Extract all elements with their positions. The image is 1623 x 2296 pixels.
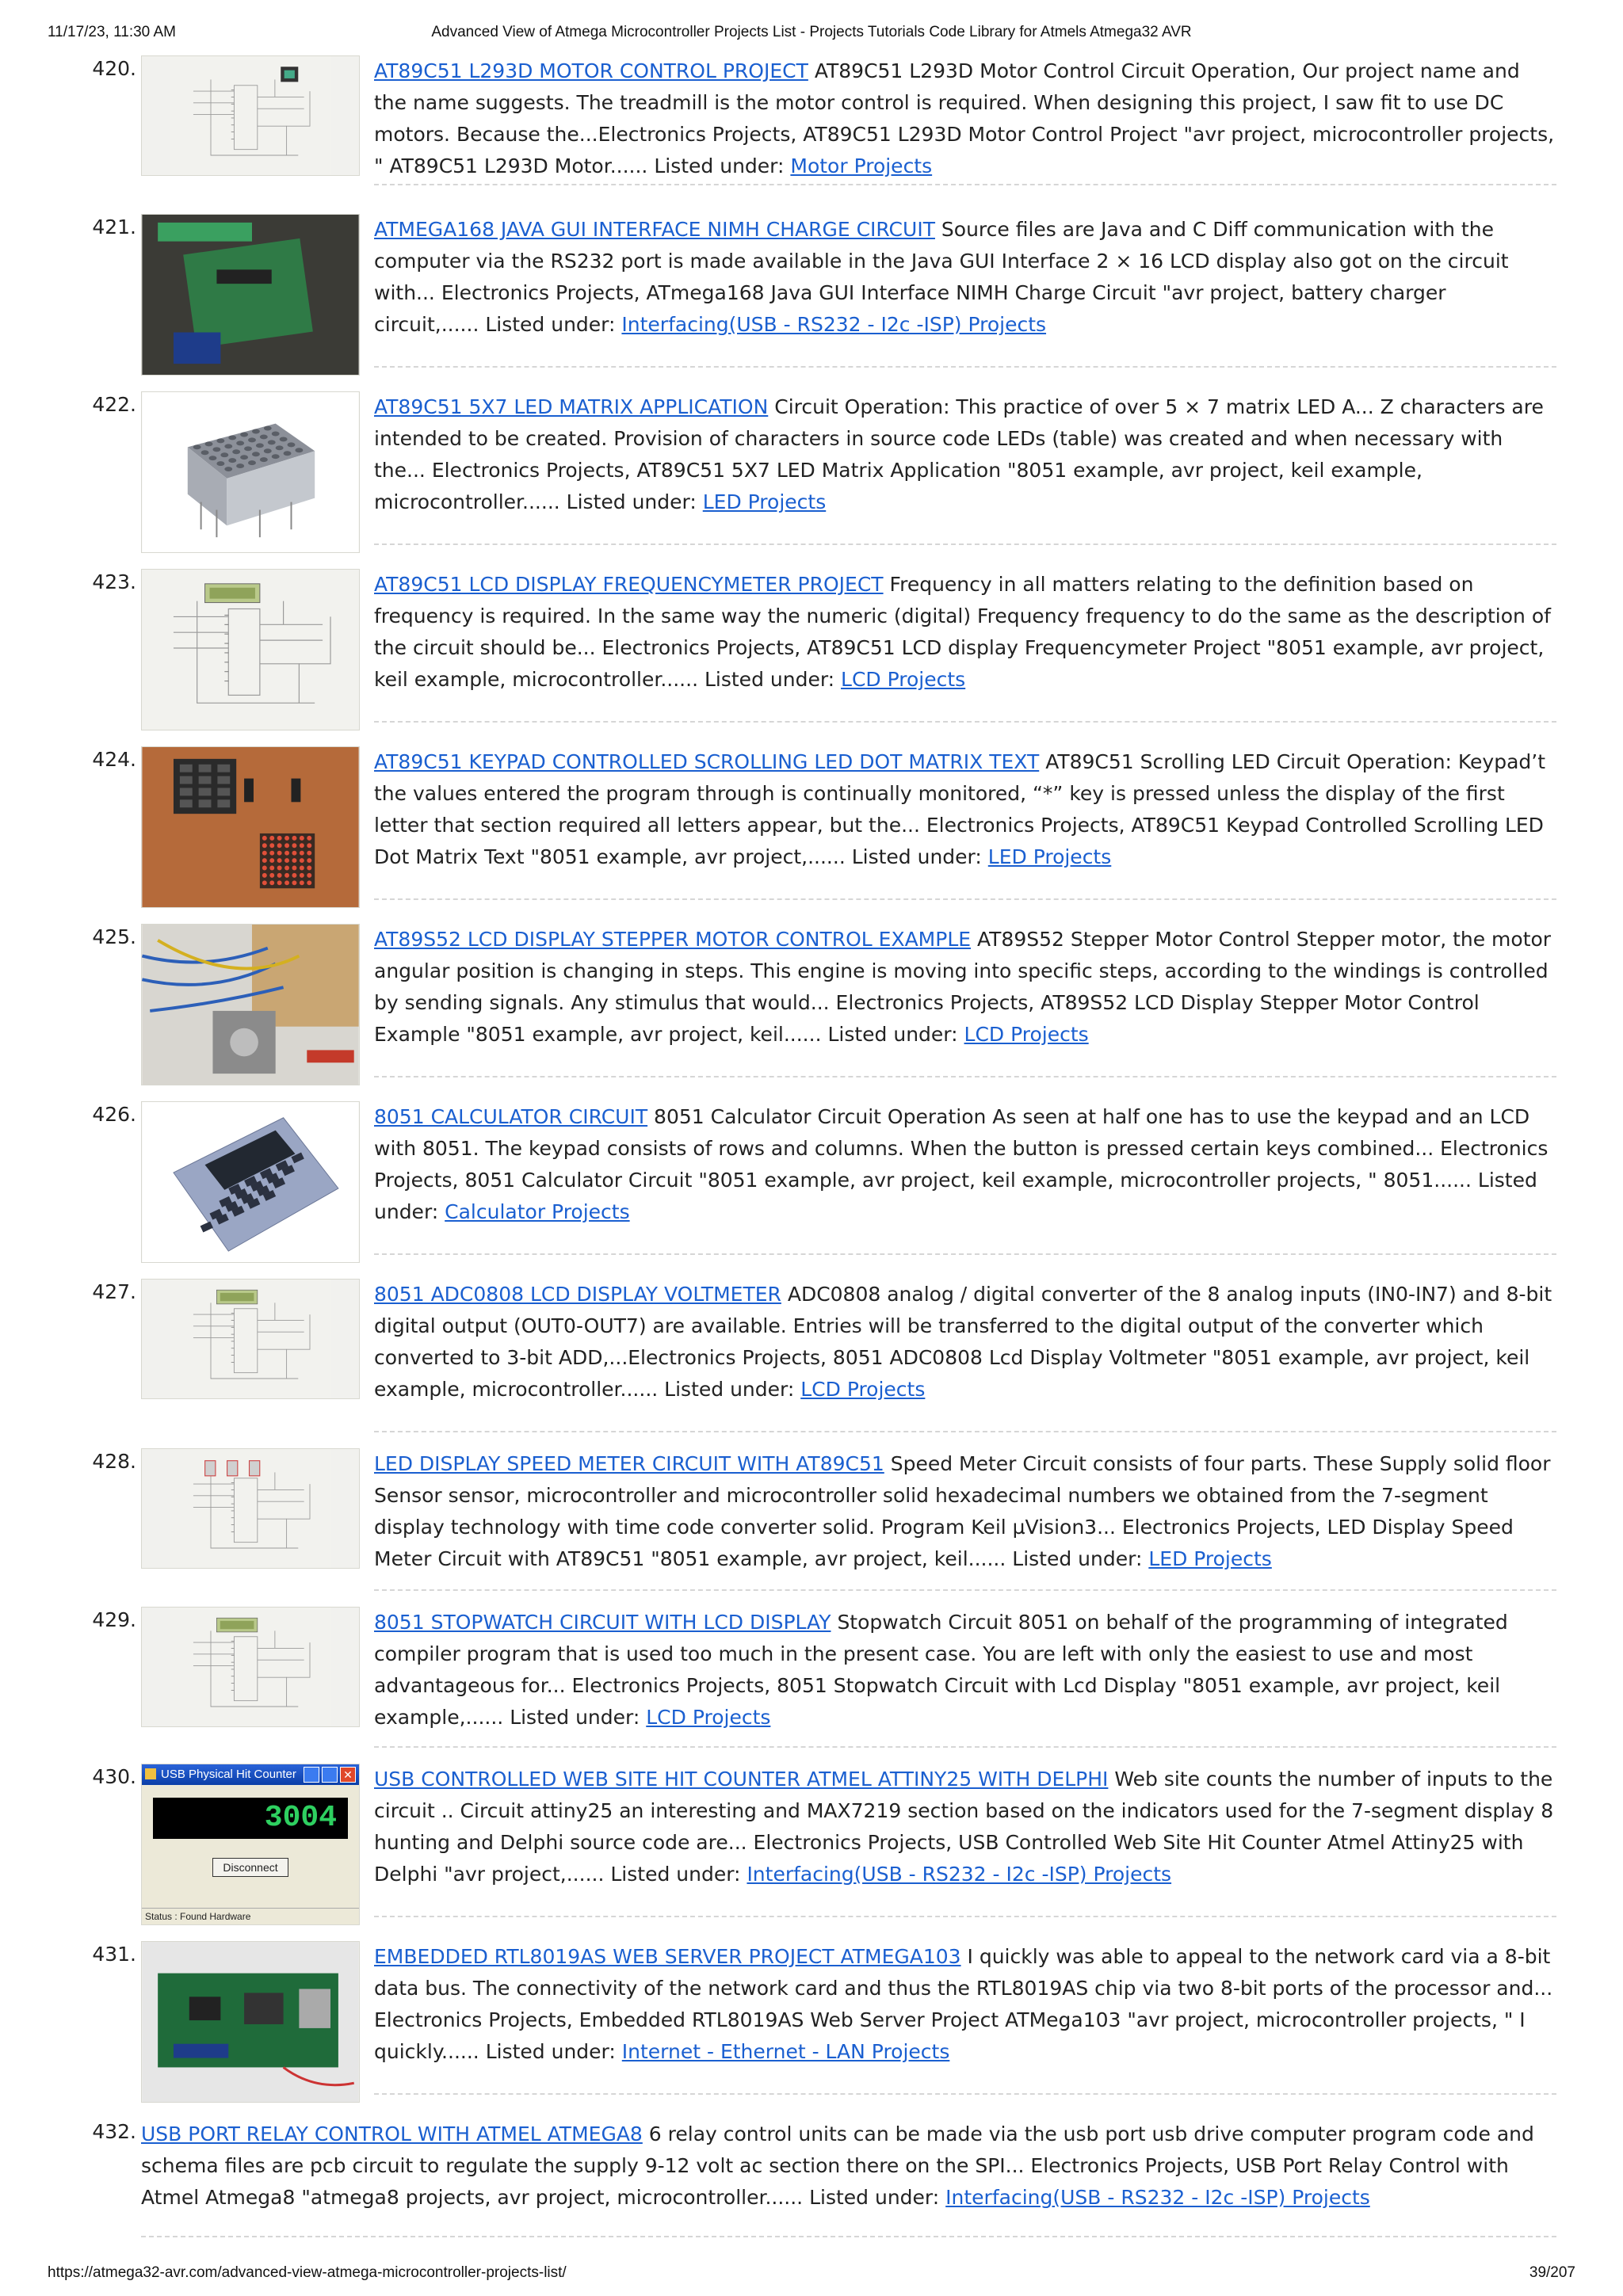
- item-divider: [141, 2236, 1556, 2237]
- print-datetime: 11/17/23, 11:30 AM: [48, 24, 176, 40]
- item-number: 424.: [92, 748, 136, 771]
- category-link[interactable]: LCD Projects: [646, 1706, 771, 1729]
- category-link[interactable]: Motor Projects: [790, 154, 933, 177]
- item-text: [374, 55, 1556, 182]
- item-text: [374, 746, 1556, 873]
- item-text: [374, 1101, 1556, 1228]
- item-divider: [374, 721, 1556, 723]
- item-divider: [374, 366, 1556, 368]
- project-thumbnail[interactable]: [141, 214, 360, 376]
- print-page-number: 39/207: [1529, 2264, 1575, 2281]
- project-description: 6 relay control units can be made via the usb port usb drive computer program code and schema files are pcb circuit to regulate the supply 9-12 volt ac section there on the SPI... Electronics Projects, USB Port Relay Control with Atmel Atmega8 "atmega8 projects, avr project, microcontroller......: [141, 2122, 1534, 2209]
- listed-under-label: Listed under:: [809, 2186, 940, 2209]
- project-thumbnail[interactable]: [141, 1101, 360, 1263]
- app-icon: [145, 1768, 156, 1779]
- category-link[interactable]: LED Projects: [1148, 1547, 1272, 1570]
- project-thumbnail[interactable]: [141, 569, 360, 730]
- category-link[interactable]: Internet - Ethernet - LAN Projects: [621, 2040, 950, 2063]
- project-description: 8051 Calculator Circuit Operation As seen at half one has to use the keypad and an LCD with 8051. The keypad consists of rows and columns. When the button is pressed certain keys combined... Electronics Projects, 8051 Calculator Circuit "8051 example, avr project, keil example, microcontroller projects, " 8051......: [374, 1105, 1549, 1192]
- project-thumbnail[interactable]: [141, 924, 360, 1085]
- minimize-button[interactable]: [304, 1767, 319, 1783]
- category-link[interactable]: LED Projects: [702, 490, 827, 513]
- item-text: [374, 1448, 1556, 1575]
- listed-under-label: Listed under:: [664, 1378, 795, 1401]
- listed-under-label: Listed under:: [374, 1169, 1537, 1223]
- listed-under-label: Listed under:: [654, 154, 785, 177]
- item-number: 430.: [92, 1765, 136, 1788]
- project-title-link[interactable]: ATMEGA168 JAVA GUI INTERFACE NIMH CHARGE CIRCUIT: [374, 218, 935, 241]
- item-divider: [374, 184, 1556, 185]
- project-thumbnail[interactable]: [141, 1941, 360, 2103]
- category-link[interactable]: Interfacing(USB - RS232 - I2c -ISP) Projects: [945, 2186, 1370, 2209]
- close-button[interactable]: ✕: [340, 1767, 356, 1783]
- item-number: 429.: [92, 1608, 136, 1631]
- project-title-link[interactable]: AT89C51 KEYPAD CONTROLLED SCROLLING LED DOT MATRIX TEXT: [374, 750, 1040, 773]
- project-thumbnail[interactable]: [141, 1279, 360, 1399]
- project-description: Stopwatch Circuit 8051 on behalf of the programming of integrated compiler program that is used too much in the present case. You are left with only the easiest to use and most advantageous for... Electronics Projects, 8051 Stopwatch Circuit with Lcd Display "8051 example, avr project, keil example,......: [374, 1611, 1508, 1729]
- item-divider: [374, 2093, 1556, 2095]
- project-title-link[interactable]: USB PORT RELAY CONTROL WITH ATMEL ATMEGA8: [141, 2122, 643, 2145]
- item-number: 422.: [92, 393, 136, 416]
- item-divider: [374, 543, 1556, 545]
- project-title-link[interactable]: AT89C51 5X7 LED MATRIX APPLICATION: [374, 395, 769, 418]
- category-link[interactable]: Interfacing(USB - RS232 - I2c -ISP) Projects: [621, 313, 1047, 336]
- item-number: 425.: [92, 925, 136, 948]
- listed-under-label: Listed under:: [827, 1023, 958, 1046]
- item-number: 426.: [92, 1103, 136, 1126]
- item-divider: [374, 898, 1556, 900]
- item-number: 421.: [92, 215, 136, 238]
- project-description: Web site counts the number of inputs to the circuit .. Circuit attiny25 an interesting and MAX7219 section based on the indicators used for the 7-segment display 8 hunting and Delphi source code are... Electronics Projects, USB Controlled Web Site Hit Counter Atmel Attiny25 with Delphi "avr project,......: [374, 1768, 1554, 1886]
- project-description: Source files are Java and C Diff communication with the computer via the RS232 port is made available in the Java GUI Interface 2 × 16 LCD display also got on the circuit with... Electronics Projects, ATmega168 Java GUI Interface NIMH Charge Circuit "avr project, battery charger circuit,......: [374, 218, 1509, 336]
- listed-under-label: Listed under:: [704, 668, 835, 691]
- project-description: AT89C51 Scrolling LED Circuit Operation: Keypad’t the values entered the program through is continually monitored, “*” key is pressed unless the display of the first letter that section required all letters appear, but the... Electronics Projects, AT89C51 Keypad Controlled Scrolling LED Dot Matrix Text "8051 example, avr project,......: [374, 750, 1546, 868]
- window-title: USB Physical Hit Counter: [161, 1768, 296, 1781]
- project-thumbnail[interactable]: [141, 746, 360, 908]
- project-title-link[interactable]: USB CONTROLLED WEB SITE HIT COUNTER ATMEL ATTINY25 WITH DELPHI: [374, 1768, 1109, 1791]
- project-thumbnail[interactable]: [141, 1764, 360, 1925]
- maximize-button[interactable]: [322, 1767, 338, 1783]
- project-description: AT89S52 Stepper Motor Control Stepper motor, the motor angular position is changing in steps. This engine is moving into specific steps, according to the windings is controlled by sending signals. Any stimulus that would... Electronics Projects, AT89S52 LCD Display Stepper Motor Control Example "8051 example, avr project, keil......: [374, 928, 1552, 1046]
- project-description: Frequency in all matters relating to the definition based on frequency is required. In the same way the numeric (digital) Frequency frequency to do the same as the description of the circuit should be... Electronics Projects, AT89C51 LCD display Frequencymeter Project "8051 example, avr project, keil example, microcontroller......: [374, 573, 1551, 691]
- project-thumbnail[interactable]: [141, 1607, 360, 1727]
- item-number: 432.: [92, 2120, 136, 2143]
- category-link[interactable]: Interfacing(USB - RS232 - I2c -ISP) Projects: [747, 1863, 1172, 1886]
- item-divider: [374, 1431, 1556, 1432]
- item-divider: [374, 1076, 1556, 1077]
- project-title-link[interactable]: AT89C51 L293D MOTOR CONTROL PROJECT: [374, 59, 808, 82]
- counter-display: 3004: [153, 1798, 348, 1839]
- project-title-link[interactable]: LED DISPLAY SPEED METER CIRCUIT WITH AT89C51: [374, 1452, 884, 1475]
- item-divider: [374, 1589, 1556, 1591]
- listed-under-label: Listed under:: [485, 313, 616, 336]
- listed-under-label: Listed under:: [485, 2040, 616, 2063]
- item-text: [141, 2119, 1556, 2214]
- category-link[interactable]: Calculator Projects: [445, 1200, 630, 1223]
- item-text: [374, 214, 1556, 341]
- item-text: [374, 1279, 1556, 1405]
- item-text: [374, 391, 1556, 518]
- project-description: ADC0808 analog / digital converter of the 8 analog inputs (IN0-IN7) and 8-bit digital output (OUT0-OUT7) are available. Entries will be transferred to the digital output of the converter which converted to 3-bit ADD,...Electronics Projects, 8051 ADC0808 Lcd Display Voltmeter "8051 example, avr project, keil example, microcontroller......: [374, 1283, 1552, 1401]
- item-text: [374, 569, 1556, 696]
- window-title-bar: [142, 1764, 359, 1785]
- listed-under-label: Listed under:: [610, 1863, 741, 1886]
- item-text: [374, 1941, 1556, 2068]
- listed-under-label: Listed under:: [566, 490, 697, 513]
- project-thumbnail[interactable]: [141, 55, 360, 176]
- project-title-link[interactable]: 8051 CALCULATOR CIRCUIT: [374, 1105, 648, 1128]
- category-link[interactable]: LCD Projects: [964, 1023, 1089, 1046]
- print-page-title: Advanced View of Atmega Microcontroller Projects List - Projects Tutorials Code Library for Atmels Atmega32 AVR: [431, 24, 1192, 40]
- item-text: [374, 924, 1556, 1051]
- project-title-link[interactable]: 8051 STOPWATCH CIRCUIT WITH LCD DISPLAY: [374, 1611, 831, 1634]
- item-divider: [374, 1746, 1556, 1748]
- item-divider: [374, 1916, 1556, 1917]
- item-number: 431.: [92, 1943, 136, 1966]
- item-number: 428.: [92, 1450, 136, 1473]
- disconnect-button[interactable]: Disconnect: [212, 1858, 288, 1877]
- project-thumbnail[interactable]: [141, 391, 360, 553]
- print-url: https://atmega32-avr.com/advanced-view-atmega-microcontroller-projects-list/: [48, 2264, 567, 2281]
- category-link[interactable]: LCD Projects: [800, 1378, 926, 1401]
- category-link[interactable]: LCD Projects: [841, 668, 966, 691]
- listed-under-label: Listed under:: [1012, 1547, 1143, 1570]
- status-bar: Status : Found Hardware: [142, 1908, 359, 1924]
- project-description: Circuit Operation: This practice of over 5 × 7 matrix LED A... Z characters are intended to be created. Provision of characters in source code LEDs (table) was created and when necessary with the... Electronics Projects, AT89C51 5X7 LED Matrix Application "8051 example, avr project, keil example, microcontroller......: [374, 395, 1544, 513]
- category-link[interactable]: LED Projects: [987, 845, 1112, 868]
- project-description: Speed Meter Circuit consists of four parts. These Supply solid floor Sensor sensor, microcontroller and microcontroller solid hexadecimal numbers we obtained from the 7-segment display technology with time code converter solid. Program Keil µVision3... Electronics Projects, LED Display Speed Meter Circuit with AT89C51 "8051 example, avr project, keil......: [374, 1452, 1551, 1570]
- item-text: [374, 1607, 1556, 1733]
- print-header: [48, 24, 1575, 44]
- item-text: [374, 1764, 1556, 1890]
- listed-under-label: Listed under:: [510, 1706, 640, 1729]
- print-footer: [48, 2264, 1575, 2285]
- item-number: 427.: [92, 1280, 136, 1303]
- project-title-link[interactable]: EMBEDDED RTL8019AS WEB SERVER PROJECT ATMEGA103: [374, 1945, 961, 1968]
- project-description: I quickly was able to appeal to the network card via a 8-bit data bus. The connectivity of the network card and thus the RTL8019AS chip via two 8-bit ports of the processor and... Electronics Projects, Embedded RTL8019AS Web Server Project ATMega103 "avr project, microcontroller projects, " I quickly......: [374, 1945, 1553, 2063]
- item-number: 420.: [92, 57, 136, 80]
- project-description: AT89C51 L293D Motor Control Circuit Operation, Our project name and the name suggests. The treadmill is the motor control is required. When designing this project, I saw fit to use DC motors. Because the...Electronics Projects, AT89C51 L293D Motor Control Project "avr project, microcontroller projects, " AT89C51 L293D Motor......: [374, 59, 1555, 177]
- project-thumbnail[interactable]: [141, 1448, 360, 1569]
- listed-under-label: Listed under:: [851, 845, 982, 868]
- project-title-link[interactable]: AT89S52 LCD DISPLAY STEPPER MOTOR CONTROL EXAMPLE: [374, 928, 972, 951]
- item-divider: [374, 1253, 1556, 1255]
- project-title-link[interactable]: 8051 ADC0808 LCD DISPLAY VOLTMETER: [374, 1283, 781, 1306]
- project-title-link[interactable]: AT89C51 LCD DISPLAY FREQUENCYMETER PROJECT: [374, 573, 884, 596]
- item-number: 423.: [92, 570, 136, 593]
